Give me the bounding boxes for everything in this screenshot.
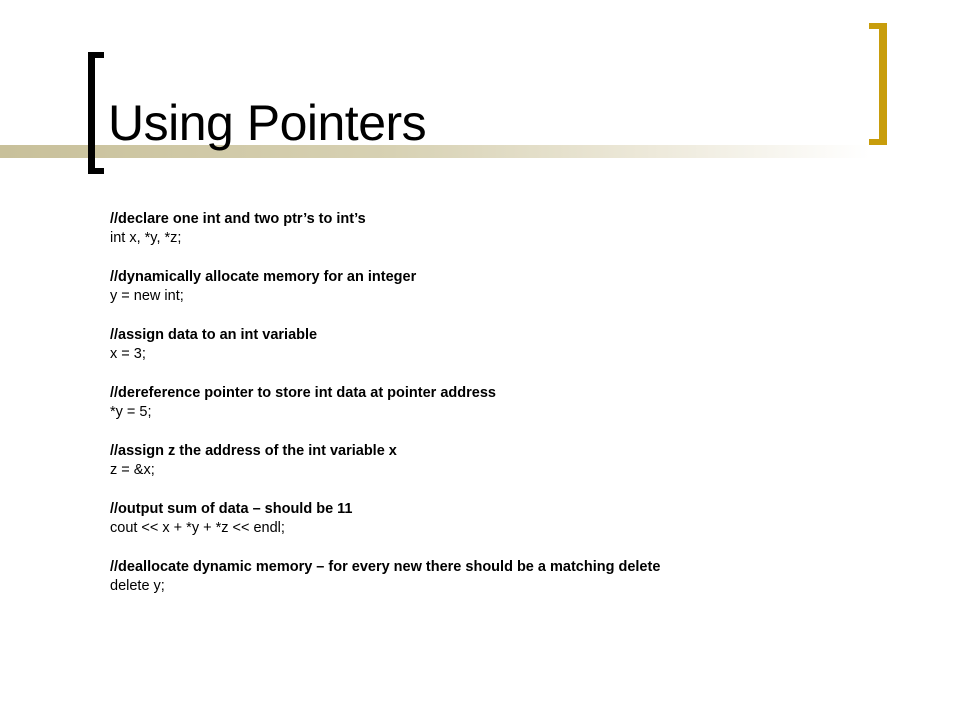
- left-bracket-top: [88, 52, 104, 58]
- code-listing: [110, 210, 930, 616]
- code-block-output: [110, 500, 930, 538]
- code-comment: //assign data to an int variable: [110, 327, 318, 343]
- code-comment: //output sum of data – should be 11: [110, 501, 353, 517]
- code-statement: x = 3;: [110, 346, 146, 362]
- code-statement: delete y;: [110, 578, 165, 594]
- code-comment: //assign z the address of the int variable x: [110, 443, 397, 459]
- code-block-allocate: [110, 268, 930, 306]
- code-comment: //deallocate dynamic memory – for every new there should be a matching delete: [110, 559, 661, 575]
- right-bracket-top: [869, 23, 887, 29]
- code-block-address: [110, 442, 930, 480]
- code-statement: cout << x + *y + *z << endl;: [110, 520, 285, 536]
- code-comment: //dynamically allocate memory for an integer: [110, 269, 417, 285]
- slide-title: Using Pointers: [108, 95, 427, 151]
- code-block-dereference: [110, 384, 930, 422]
- left-bracket-vertical: [88, 52, 95, 174]
- code-block-assign: [110, 326, 930, 364]
- right-bracket-vertical: [879, 23, 887, 145]
- code-block-declare: [110, 210, 930, 248]
- code-statement: y = new int;: [110, 288, 184, 304]
- code-statement: int x, *y, *z;: [110, 230, 182, 246]
- left-bracket-bottom: [88, 168, 104, 174]
- code-statement: *y = 5;: [110, 404, 152, 420]
- code-comment: //declare one int and two ptr’s to int’s: [110, 211, 366, 227]
- code-block-deallocate: [110, 558, 930, 596]
- code-comment: //dereference pointer to store int data at pointer address: [110, 385, 496, 401]
- right-bracket-bottom: [869, 139, 887, 145]
- code-statement: z = &x;: [110, 462, 155, 478]
